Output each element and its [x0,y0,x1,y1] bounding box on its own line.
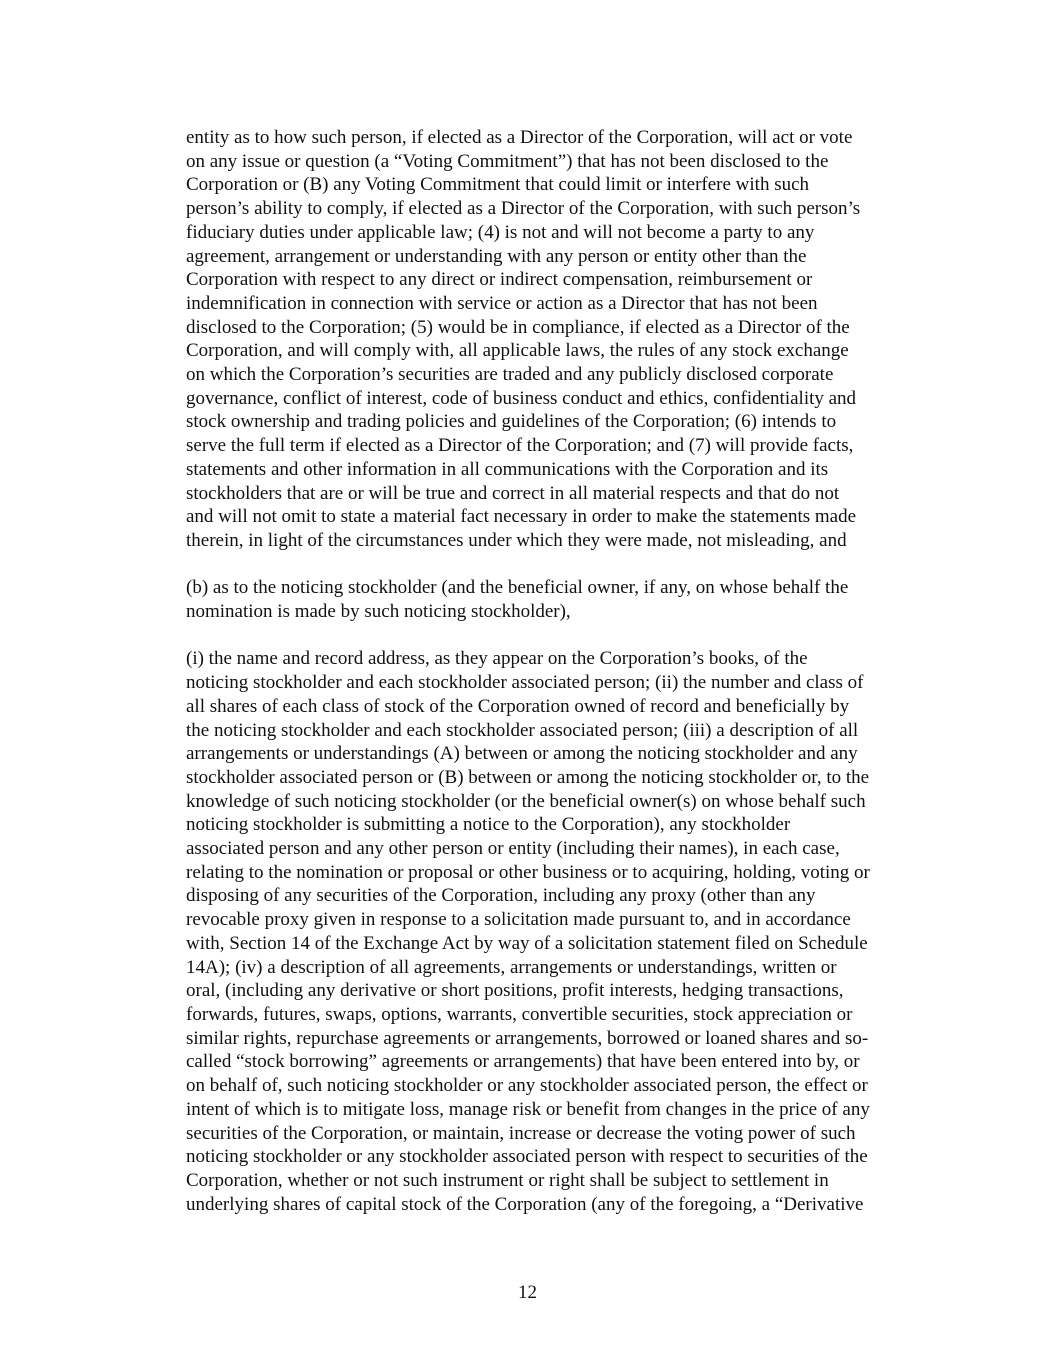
text-line: Corporation, and will comply with, all applicable laws, the rules of any stock exchange [186,340,849,362]
text-line: Corporation or (B) any Voting Commitment that could limit or interfere with such [186,174,810,196]
text-line: noticing stockholder is submitting a notice to the Corporation), any stockholder [186,814,791,836]
text-line: disposing of any securities of the Corporation, including any proxy (other than any [186,885,816,907]
text-line: forwards, futures, swaps, options, warrants, convertible securities, stock appreciation or [186,1003,853,1025]
text-line: noticing stockholder or any stockholder associated person with respect to securities of the [186,1146,868,1168]
text-line: on which the Corporation’s securities are traded and any publicly disclosed corporate [186,364,834,386]
text-line: stockholder associated person or (B) between or among the noticing stockholder or, to the [186,766,870,788]
text-line: associated person and any other person or entity (including their names), in each case, [186,838,840,860]
paragraph [186,647,946,1216]
text-line: Corporation with respect to any direct or indirect compensation, reimbursement or [186,269,813,291]
text-line: entity as to how such person, if elected as a Director of the Corporation, will act or vote [186,127,853,148]
text-line: with, Section 14 of the Exchange Act by way of a solicitation statement filed on Schedule [186,932,868,954]
text-line: the noticing stockholder and each stockholder associated person; (iii) a description of all [186,719,859,741]
text-line: (i) the name and record address, as they appear on the Corporation’s books, of the [186,648,808,670]
paragraph-gap [186,553,946,577]
text-line: indemnification in connection with service or action as a Director that has not been [186,292,818,314]
document-body [186,126,946,1216]
text-line: and will not omit to state a material fact necessary in order to make the statements made [186,506,857,528]
text-line: serve the full term if elected as a Director of the Corporation; and (7) will provide facts, [186,435,854,457]
text-line: oral, (including any derivative or short positions, profit interests, hedging transactions, [186,980,844,1002]
page-number: 12 [518,1282,537,1303]
paragraph-gap [186,624,946,648]
text-line: fiduciary duties under applicable law; (4) is not and will not become a party to any [186,221,815,243]
text-line: statements and other information in all communications with the Corporation and its [186,458,829,480]
text-line: noticing stockholder and each stockholder associated person; (ii) the number and class of [186,672,864,694]
text-line: securities of the Corporation, or maintain, increase or decrease the voting power of such [186,1122,856,1144]
text-line: relating to the nomination or proposal or other business or to acquiring, holding, voting or [186,861,870,883]
text-line: (b) as to the noticing stockholder (and the beneficial owner, if any, on whose behalf the [186,577,849,599]
text-line: stock ownership and trading policies and guidelines of the Corporation; (6) intends to [186,411,837,433]
text-line: Corporation, whether or not such instrument or right shall be subject to settlement in [186,1169,829,1191]
text-line: agreement, arrangement or understanding with any person or entity other than the [186,245,807,267]
text-line: revocable proxy given in response to a solicitation made pursuant to, and in accordance [186,909,851,931]
text-line: called “stock borrowing” agreements or arrangements) that have been entered into by, or [186,1051,860,1073]
text-line: on any issue or question (a “Voting Commitment”) that has not been disclosed to the [186,150,829,172]
text-line: 14A); (iv) a description of all agreements, arrangements or understandings, written or [186,956,837,978]
text-line: similar rights, repurchase agreements or arrangements, borrowed or loaned shares and so- [186,1027,869,1049]
text-line: on behalf of, such noticing stockholder or any stockholder associated person, the effect or [186,1075,868,1097]
paragraph [186,576,946,623]
text-line: all shares of each class of stock of the Corporation owned of record and beneficially by [186,695,850,717]
text-line: intent of which is to mitigate loss, manage risk or benefit from changes in the price of any [186,1098,870,1120]
text-line: nomination is made by such noticing stockholder), [186,601,571,623]
paragraph [186,126,946,553]
text-line: disclosed to the Corporation; (5) would be in compliance, if elected as a Director of the [186,316,850,338]
text-line: therein, in light of the circumstances under which they were made, not misleading, and [186,529,847,551]
text-line: knowledge of such noticing stockholder (or the beneficial owner(s) on whose behalf such [186,790,866,812]
text-line: underlying shares of capital stock of the Corporation (any of the foregoing, a “Derivative [186,1193,864,1215]
text-line: person’s ability to comply, if elected as a Director of the Corporation, with such person’s [186,198,861,220]
text-line: stockholders that are or will be true and correct in all material respects and that do not [186,482,840,504]
text-line: arrangements or understandings (A) between or among the noticing stockholder and any [186,743,858,765]
text-line: governance, conflict of interest, code of business conduct and ethics, confidentiality and [186,387,857,409]
